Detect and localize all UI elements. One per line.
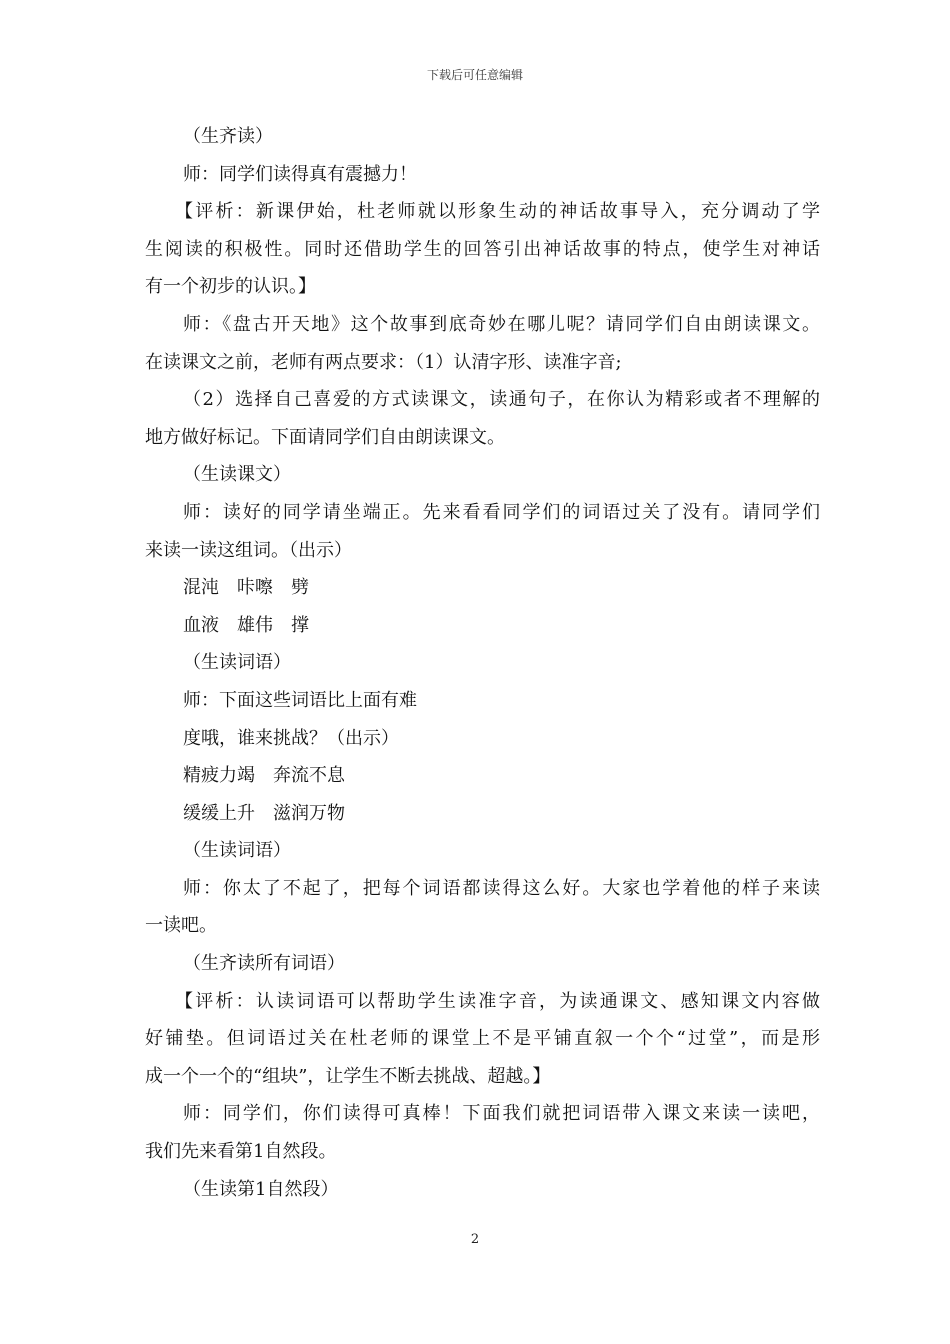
text-line: 度哦，谁来挑战？（出示） <box>183 727 399 749</box>
document-body <box>145 118 820 1208</box>
text-line: 师：《盘古开天地》这个故事到底奇妙在哪儿呢？请同学们自由朗读课文。 <box>183 313 820 335</box>
text-line: 好铺垫。但词语过关在杜老师的课堂上不是平铺直叙一个个“过堂”，而是形 <box>145 1028 820 1050</box>
text-line: 在读课文之前，老师有两点要求：（1）认清字形、读准字音; <box>145 351 622 373</box>
text-line: 师：读好的同学请坐端正。先来看看同学们的词语过关了没有。请同学们 <box>183 501 820 523</box>
page-number: 2 <box>470 1232 480 1247</box>
text-line: 地方做好标记。下面请同学们自由朗读课文。 <box>145 426 505 448</box>
text-line: 师：你太了不起了，把每个词语都读得这么好。大家也学着他的样子来读 <box>183 877 820 899</box>
text-line: （生读课文） <box>183 464 291 486</box>
text-line: 来读一读这组词。（出示） <box>145 539 352 561</box>
text-line: 【评析：认读词语可以帮助学生读准字音，为读通课文、感知课文内容做 <box>175 990 820 1012</box>
word-group-line: 缓缓上升 滋润万物 <box>183 802 345 824</box>
text-line: 一读吧。 <box>145 915 217 937</box>
text-line: 【评析：新课伊始，杜老师就以形象生动的神话故事导入，充分调动了学 <box>175 201 820 223</box>
text-line: （生齐读所有词语） <box>183 953 345 975</box>
word-group-line: 血液 雄伟 撑 <box>183 614 309 636</box>
word-group-line: 混沌 咔嚓 劈 <box>183 577 309 599</box>
page-header: 下载后可任意编辑 <box>426 68 523 82</box>
text-line: （2）选择自己喜爱的方式读课文，读通句子，在你认为精彩或者不理解的 <box>183 389 820 411</box>
text-line: （生读词语） <box>183 840 291 862</box>
text-line: 成一个一个的“组块”，让学生不断去挑战、超越。】 <box>145 1065 551 1087</box>
text-line: （生读第1自然段） <box>183 1178 339 1200</box>
text-line: 师：同学们，你们读得可真棒！下面我们就把词语带入课文来读一读吧， <box>183 1103 820 1125</box>
word-group-line: 精疲力竭 奔流不息 <box>183 765 345 787</box>
text-line: 生阅读的积极性。同时还借助学生的回答引出神话故事的特点，使学生对神话 <box>145 238 820 260</box>
text-line: 师：下面这些词语比上面有难 <box>183 689 417 711</box>
text-line: 我们先来看第1自然段。 <box>145 1141 337 1163</box>
text-line: 有一个初步的认识。】 <box>145 276 316 298</box>
text-line: 师：同学们读得真有震撼力！ <box>183 163 417 185</box>
text-line: （生齐读） <box>183 126 273 147</box>
text-line: （生读词语） <box>183 652 291 674</box>
